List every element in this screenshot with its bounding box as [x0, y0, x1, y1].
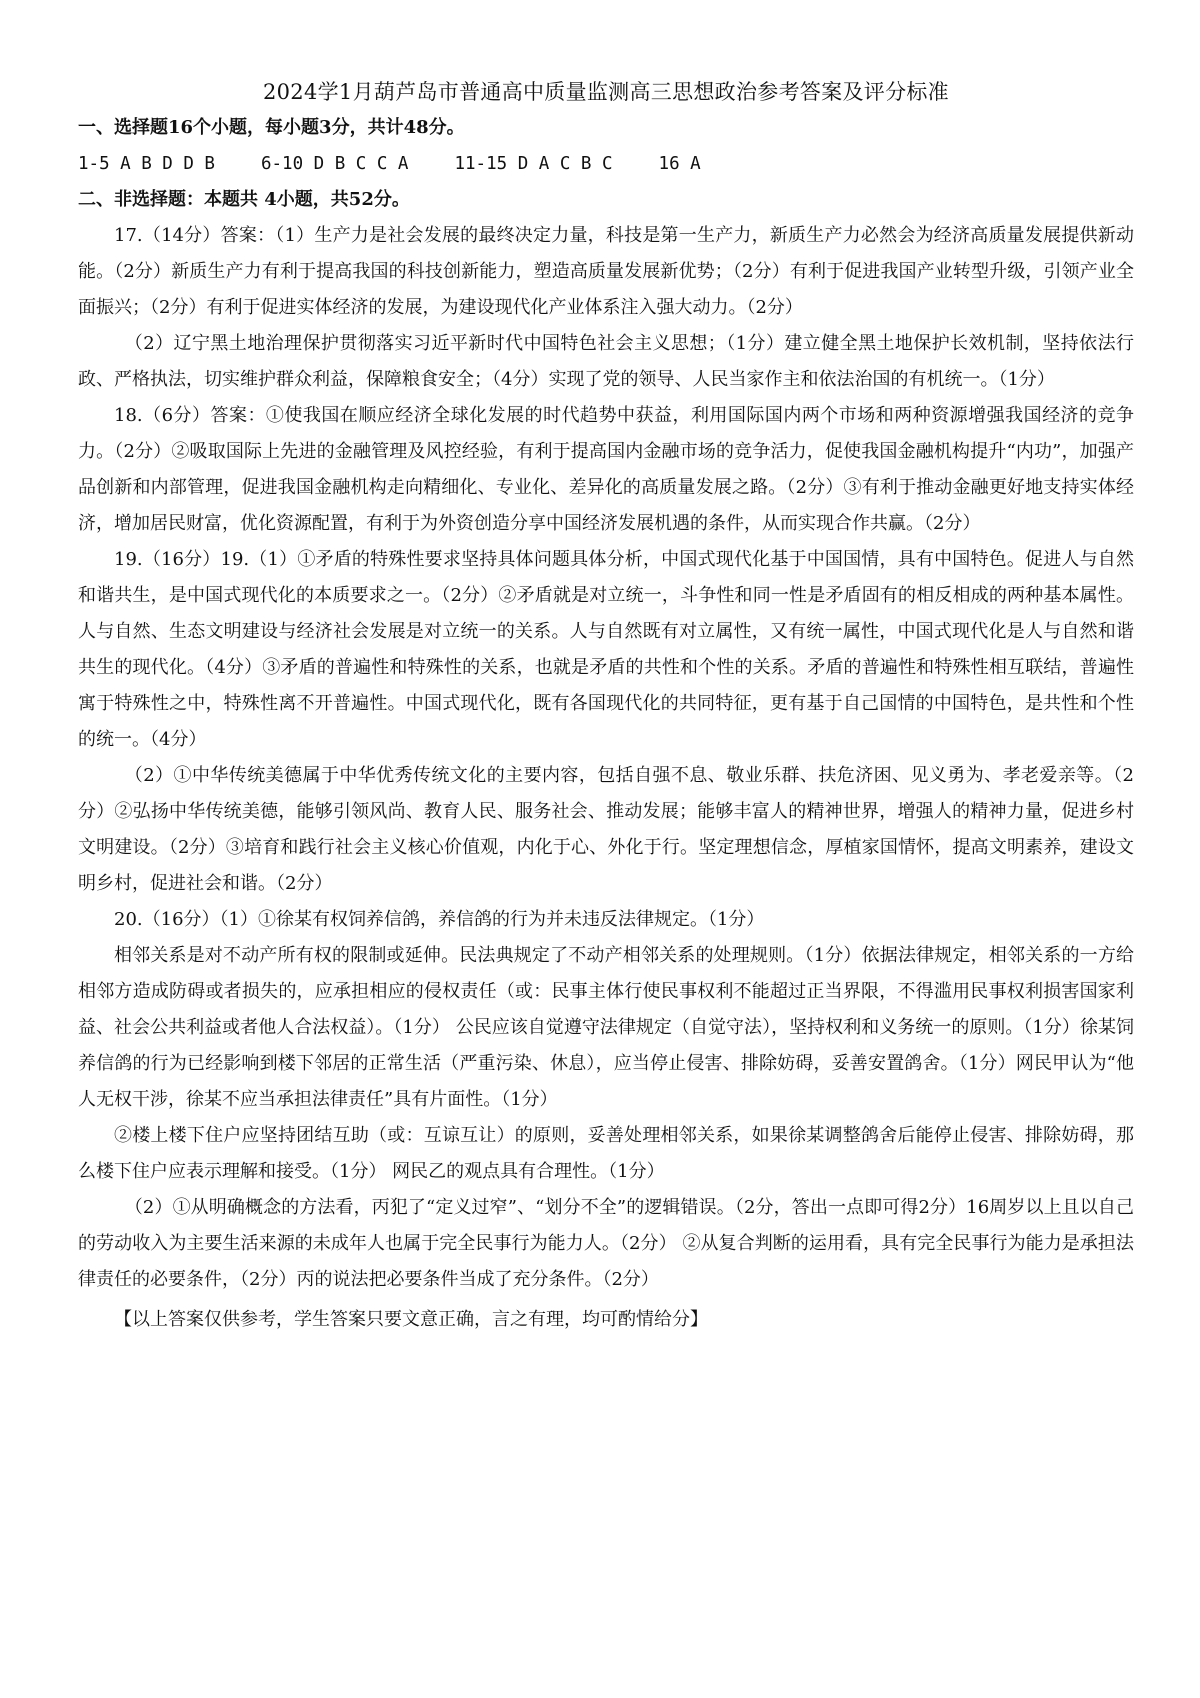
scoring-note: 【以上答案仅供参考，学生答案只要文意正确，言之有理，均可酌情给分】: [114, 1309, 708, 1330]
q17-part2: （2）辽宁黑土地治理保护贯彻落实习近平新时代中国特色社会主义思想；（1分）建立健全黑土地保护长效机制，坚持依法行政、严格执法，切实维护群众利益，保障粮食安全；（4分）实现了党的领导、人民当家作主和依法治国的有机统一。（1分）: [78, 333, 1134, 390]
multiple-choice-answers: [78, 146, 1134, 182]
q19-part2: （2）①中华传统美德属于中华优秀传统文化的主要内容，包括自强不息、敬业乐群、扶危济困、见义勇为、孝老爱亲等。（2分）②弘扬中华传统美德，能够引领风尚、教育人民、服务社会、推动发展；能够丰富人的精神世界，增强人的精神力量，促进乡村文明建设。（2分）③培育和践行社会主义核心价值观，内化于心、外化于行。坚定理想信念，厚植家国情怀，提高文明素养，建设文明乡村，促进社会和谐。（2分）: [78, 765, 1134, 894]
q20-part1-b: 相邻关系是对不动产所有权的限制或延伸。民法典规定了不动产相邻关系的处理规则。（1分）依据法律规定，相邻关系的一方给相邻方造成防碍或者损失的，应承担相应的侵权责任（或：民事主体行使民事权利不能超过正当界限，不得滥用民事权利损害国家利益、社会公共利益或者他人合法权益）。（1分） 公民应该自觉遵守法律规定（自觉守法），坚持权利和义务统一的原则。（1分）徐某饲养信鸽的行为已经影响到楼下邻居的正常生活（严重污染、休息），应当停止侵害、排除妨碍，妥善安置鸽舍。（1分）网民甲认为“他人无权干涉，徐某不应当承担法律责任”具有片面性。（1分）: [78, 945, 1134, 1110]
q20-part1-c: ②楼上楼下住户应坚持团结互助（或：互谅互让）的原则，妥善处理相邻关系，如果徐某调整鸽舍后能停止侵害、排除妨碍，那么楼下住户应表示理解和接受。（1分） 网民乙的观点具有合理性。（1分）: [78, 1125, 1134, 1182]
answers-1-5: 1-5 A B D D B: [78, 154, 215, 174]
answers-11-15: 11-15 D A C B C: [454, 154, 613, 174]
document-title: 2024学1月葫芦岛市普通高中质量监测高三思想政治参考答案及评分标准: [262, 80, 949, 104]
answer-key-document: [78, 76, 1134, 1338]
section-2-heading: 二、非选择题：本题共 4小题，共52分。: [78, 189, 410, 210]
section-1-heading: 一、选择题16个小题，每小题3分，共计48分。: [78, 117, 465, 138]
q17-part1: 17.（14分）答案：（1）生产力是社会发展的最终决定力量，科技是第一生产力，新质生产力必然会为经济高质量发展提供新动能。（2分）新质生产力有利于提高我国的科技创新能力，塑造高质量发展新优势；（2分）有利于促进我国产业转型升级，引领产业全面振兴；（2分）有利于促进实体经济的发展，为建设现代化产业体系注入强大动力。（2分）: [78, 225, 1134, 318]
q20-part2: （2）①从明确概念的方法看，丙犯了“定义过窄”、“划分不全”的逻辑错误。（2分，答出一点即可得2分）16周岁以上且以自己的劳动收入为主要生活来源的未成年人也属于完全民事行为能力人。（2分） ②从复合判断的运用看，具有完全民事行为能力是承担法律责任的必要条件，（2分）丙的说法把必要条件当成了充分条件。（2分）: [78, 1197, 1134, 1290]
q19-part1: 19.（16分）19.（1）①矛盾的特殊性要求坚持具体问题具体分析，中国式现代化基于中国国情，具有中国特色。促进人与自然和谐共生，是中国式现代化的本质要求之一。（2分）②矛盾就是对立统一，斗争性和同一性是矛盾固有的相反相成的两种基本属性。人与自然、生态文明建设与经济社会发展是对立统一的关系。人与自然既有对立属性，又有统一属性，中国式现代化是人与自然和谐共生的现代化。（4分）③矛盾的普遍性和特殊性的关系，也就是矛盾的共性和个性的关系。矛盾的普遍性和特殊性相互联结，普遍性寓于特殊性之中，特殊性离不开普遍性。中国式现代化，既有各国现代化的共同特征，更有基于自己国情的中国特色，是共性和个性的统一。（4分）: [78, 549, 1134, 750]
q18-answer: 18.（6分）答案：①使我国在顺应经济全球化发展的时代趋势中获益，利用国际国内两个市场和两种资源增强我国经济的竞争力。（2分）②吸取国际上先进的金融管理及风控经验，有利于提高国内金融市场的竞争活力，促使我国金融机构提升“内功”，加强产品创新和内部管理，促进我国金融机构走向精细化、专业化、差异化的高质量发展之路。（2分）③有利于推动金融更好地支持实体经济，增加居民财富，优化资源配置，有利于为外资创造分享中国经济发展机遇的条件，从而实现合作共赢。（2分）: [78, 405, 1134, 534]
answers-6-10: 6-10 D B C C A: [260, 154, 409, 174]
q20-part1-a: 20.（16分）（1）①徐某有权饲养信鸽，养信鸽的行为并未违反法律规定。（1分）: [114, 909, 765, 930]
answer-16: 16 A: [658, 154, 701, 174]
